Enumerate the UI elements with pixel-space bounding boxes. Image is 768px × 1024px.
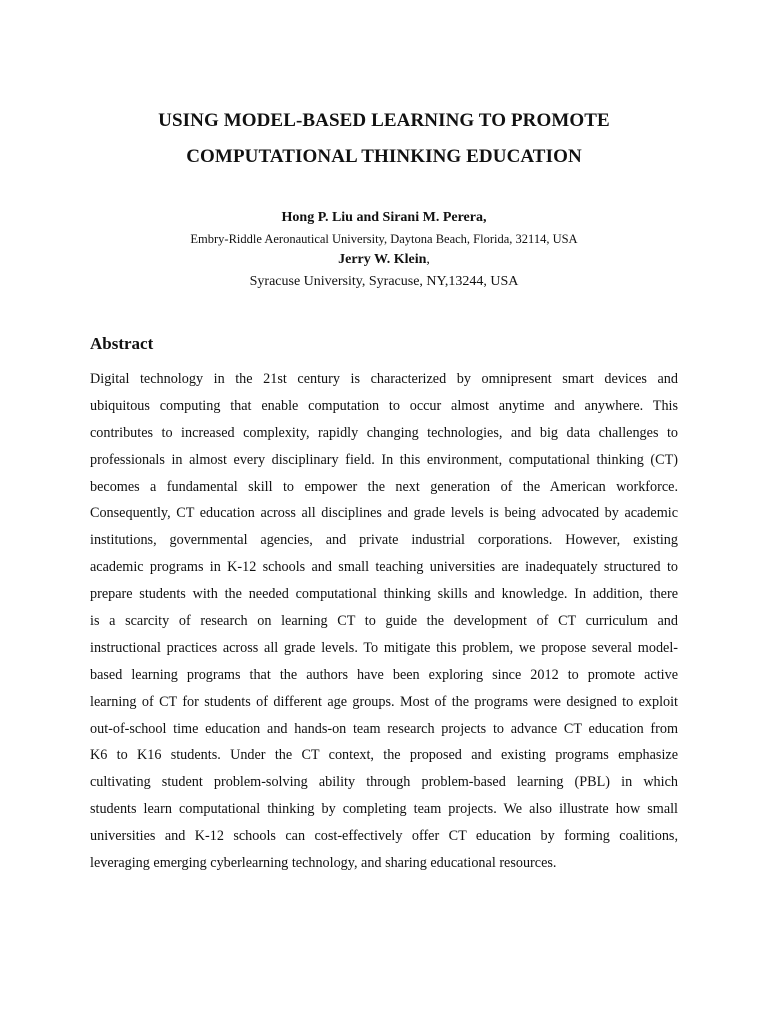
abstract-body <box>90 366 678 877</box>
author-separator: , <box>426 252 430 267</box>
abstract-line: ubiquitous computing that enable computation to occur almost anytime and anywhere. This <box>90 397 678 414</box>
abstract-line: universities and K-12 schools can cost-effectively offer CT education by forming coalitions, <box>90 828 678 845</box>
paper-title-line-1: USING MODEL-BASED LEARNING TO PROMOTE <box>158 110 610 131</box>
abstract-line: leveraging emerging cyberlearning technology, and sharing educational resources. <box>90 855 557 872</box>
abstract-line: students learn computational thinking by completing team projects. We also illustrate how small <box>90 801 678 818</box>
affiliation-2: Syracuse University, Syracuse, NY,13244, USA <box>249 274 519 289</box>
abstract-line: out-of-school time education and hands-on team research projects to advance CT education from <box>90 720 678 737</box>
abstract-heading: Abstract <box>90 334 154 353</box>
abstract-line: prepare students with the needed computational thinking skills and knowledge. In addition, there <box>90 586 678 603</box>
abstract-line: contributes to increased complexity, rapidly changing technologies, and big data challenges to <box>90 424 678 441</box>
abstract-line: Consequently, CT education across all disciplines and grade levels is being advocated by academic <box>90 505 678 522</box>
abstract-line: is a scarcity of research on learning CT to guide the development of CT curriculum and <box>90 613 678 630</box>
author-name-klein: Jerry W. Klein <box>338 252 427 267</box>
abstract-line: professionals in almost every disciplinary field. In this environment, computational thinking (CT) <box>90 451 678 468</box>
abstract-line: Digital technology in the 21st century is characterized by omnipresent smart devices and <box>90 371 678 387</box>
affiliation-1: Embry-Riddle Aeronautical University, Daytona Beach, Florida, 32114, USA <box>190 232 578 246</box>
abstract-line: based learning programs that the authors have been exploring since 2012 to promote active <box>90 666 678 683</box>
authors-line-1: Hong P. Liu and Sirani M. Perera, <box>281 210 487 225</box>
abstract-line: learning of CT for students of different age groups. Most of the programs were designed to exploit <box>90 693 678 710</box>
paper-title-line-2: COMPUTATIONAL THINKING EDUCATION <box>186 146 582 167</box>
abstract-line: academic programs in K-12 schools and small teaching universities are inadequately structured to <box>90 559 678 576</box>
abstract-line: cultivating student problem-solving ability through problem-based learning (PBL) in which <box>90 774 678 791</box>
abstract-line: K6 to K16 students. Under the CT context, the proposed and existing programs emphasize <box>90 747 678 764</box>
abstract-line: instructional practices across all grade levels. To mitigate this problem, we propose several model- <box>90 639 678 656</box>
authors-line-2 <box>0 252 768 268</box>
abstract-line: becomes a fundamental skill to empower the next generation of the American workforce. <box>90 478 678 495</box>
abstract-line: institutions, governmental agencies, and private industrial corporations. However, existing <box>90 532 678 549</box>
